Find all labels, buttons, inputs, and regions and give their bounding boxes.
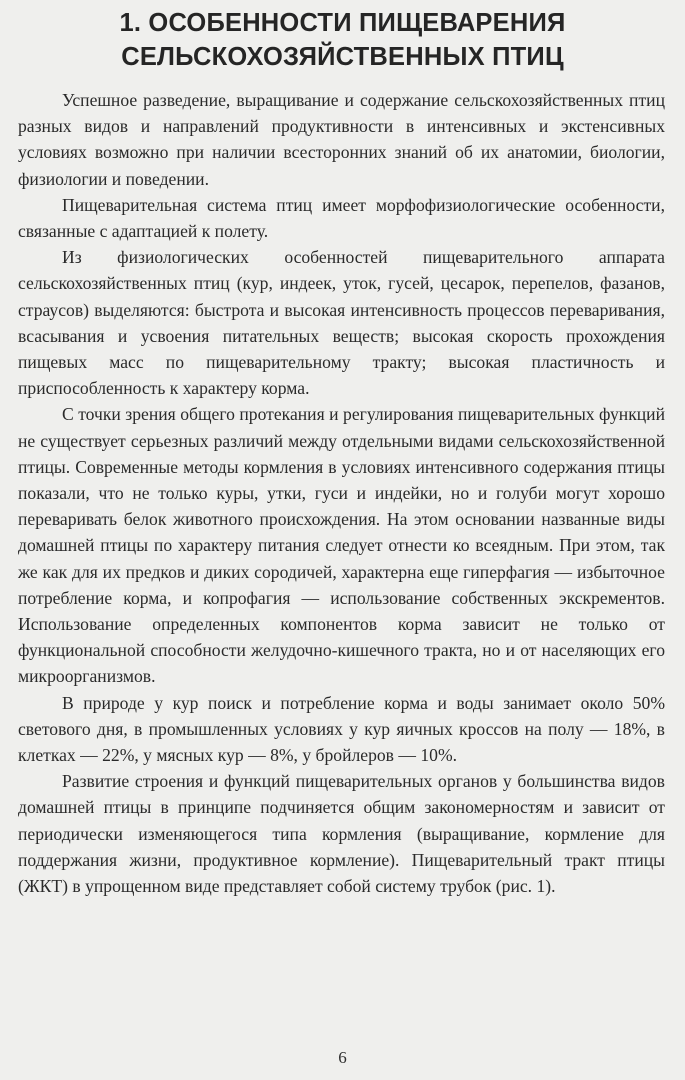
paragraph-4: С точки зрения общего протекания и регулирования пищеварительных функций не существует серьезных различий между отдельными видами сельскохозяйственной птицы. Современные методы кормления в условиях интенсивного содержания птицы показали, что не только куры, утки, гуси и индейки, но и голуби могут хорошо переваривать белок животного происхождения. На этом основании названные виды домашней птицы по характеру питания следует отнести ко всеядным. При этом, так же как для их предков и диких сородичей, характерна еще гиперфагия — избыточное потребление корма, и копрофагия — использование собственных экскрементов. Использование определенных компонентов корма зависит не только от функциональной способности желудочно-кишечного тракта, но и от населяющих его микроорганизмов. (18, 404, 665, 687)
body-text (18, 87, 665, 899)
paragraph-1: Успешное разведение, выращивание и содержание сельскохозяйственных птиц разных видов и направлений продуктивности в интенсивных и экстенсивных условиях возможно при наличии всесторонних знаний об их анатомии, биологии, физиологии и поведении. (18, 90, 665, 189)
paragraph-2: Пищеварительная система птиц имеет морфофизиологические особенности, связанные с адаптацией к полету. (18, 194, 665, 242)
chapter-heading-line-1: 1. ОСОБЕННОСТИ ПИЩЕВАРЕНИЯ (119, 9, 566, 37)
paragraph-6: Развитие строения и функций пищеварительных органов у большинства видов домашней птицы в принципе подчиняется общим закономерностям и зависит от периодически изменяющегося типа кормления (выращивание, кормление для поддержания жизни, продуктивное кормление). Пищеварительный тракт птицы (ЖКТ) в упрощенном виде представляет собой систему трубок (рис. 1). (18, 771, 665, 897)
paragraph-5: В природе у кур поиск и потребление корма и воды занимает около 50% светового дня, в промышленных условиях у кур яичных кроссов на полу — 18%, в клетках — 22%, у мясных кур — 8%, у бройлеров — 10%. (18, 692, 665, 766)
paragraph-3: Из физиологических особенностей пищеварительного аппарата сельскохозяйственных птиц (кур, индеек, уток, гусей, цесарок, перепелов, фазанов, страусов) выделяются: быстрота и высокая интенсивность процессов переваривания, всасывания и усвоения питательных веществ; высокая скорость прохождения пищевых масс по пищеварительному тракту; высокая пластичность и приспособленность к характеру корма. (18, 247, 665, 399)
page-number: 6 (338, 1048, 347, 1067)
chapter-heading-line-2: СЕЛЬСКОХОЗЯЙСТВЕННЫХ ПТИЦ (121, 43, 564, 71)
chapter-heading (20, 6, 665, 74)
